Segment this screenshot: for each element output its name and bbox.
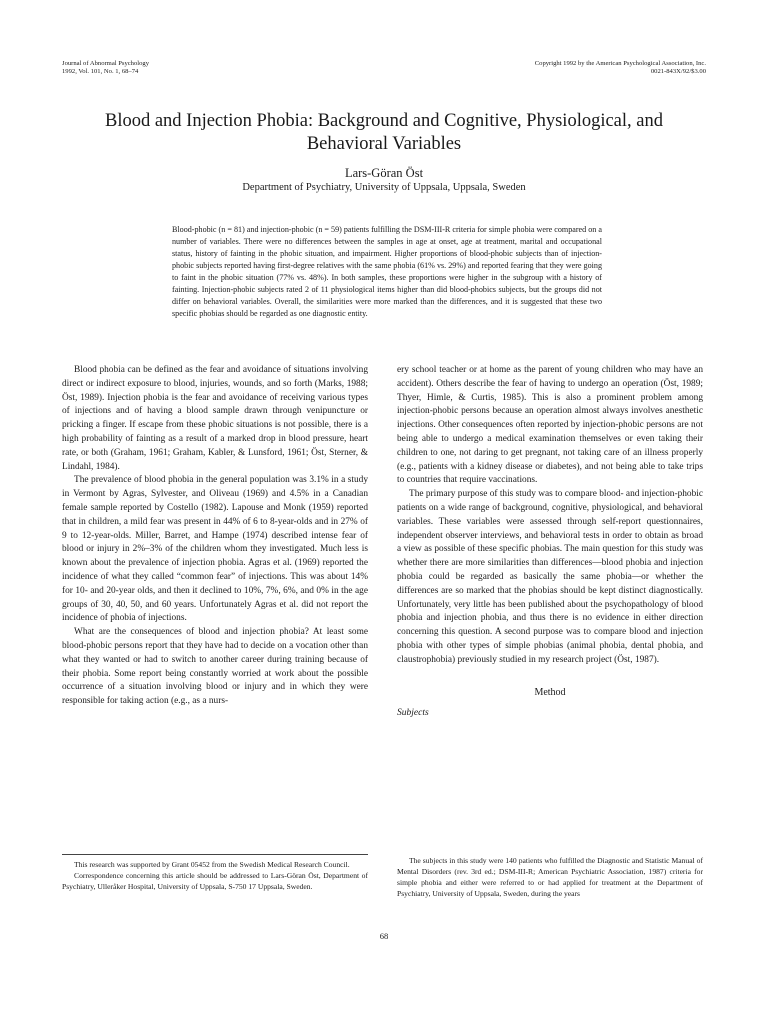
subjects-heading: Subjects xyxy=(397,708,429,719)
left-column xyxy=(62,364,368,709)
footnote-funding: This research was supported by Grant 05452 from the Swedish Medical Research Council. xyxy=(74,860,350,869)
method-heading: Method xyxy=(534,686,566,698)
journal-header xyxy=(62,60,149,75)
paper-title: Blood and Injection Phobia: Background and Cognitive, Physiological, and Behavioral Variables xyxy=(104,111,663,154)
copyright-line: Copyright 1992 by the American Psychological Association, Inc. xyxy=(534,60,706,67)
subjects-paragraph: The subjects in this study were 140 patients who fulfilled the Diagnostic and Statistic Manual of Mental Disorders (rev. 3rd ed.; DSM-III-R; American Psychiatric Association, 1987) criteria for simple phobia and either were referred to or had applied for treatment at the Department of Psychiatry, University of Uppsala, Sweden, during the years xyxy=(397,856,703,898)
footnote-correspondence: Correspondence concerning this article should be addressed to Lars-Göran Öst, Department of Psychiatry, Ulleråker Hospital, University of Uppsala, S-750 17 Uppsala, Sweden. xyxy=(62,871,368,891)
abstract: Blood-phobic (n = 81) and injection-phobic (n = 59) patients fulfilling the DSM-III-R criteria for simple phobia were compared on a number of variables. There were no differences between the samples in age at onset, age at treatment, marital and occupational status, history of fainting in the phobic situation, and impairment. Higher proportions of blood-phobic subjects than of injection-phobic subjects reported having first-degree relatives with the same phobia (61% vs. 29%) and reported fearing that they were going to faint in the phobic situation (77% vs. 48%). In both samples, these proportions were higher in the subgroup with a history of fainting. Injection-phobic subjects rated 2 of 11 physiological items higher than did blood-phobics subjects, but the groups did not differ on behavioral variables. Overall, the similarities were more marked than the differences, and it is suggested that these two specific phobias should be regarded as one diagnostic entity. xyxy=(172,225,602,318)
author-name: Lars-Göran Öst xyxy=(344,166,424,180)
author-affiliation: Department of Psychiatry, University of Uppsala, Uppsala, Sweden xyxy=(242,182,526,193)
paragraph: What are the consequences of blood and injection phobia? At least some blood-phobic persons report that they have had to decide on a vocation other than what they wanted or had to switch to another career during training because of their phobia. Some report being constantly worried at work about the possible occurrence of a situation involving blood or injury and in which they were responsible for taking action (e.g., as a nurs- xyxy=(62,627,368,707)
paragraph: ery school teacher or at home as the parent of young children who may have an accident). Others describe the fear of having to undergo an operation (Öst, 1989; Thyer, Himle, & Curtis, 1985). This is also a prominent problem among injection-phobic persons because an operation almost always involves anesthetic injections. Other consequences often reported by injection-phobic persons are not being able to undergo a medical examination themselves or even taking their children to one, not daring to get pregnant, not taking care of an illness properly (e.g., patients with a kidney disease or diabetes), and not being able to take trips to countries that require vaccinations. xyxy=(397,365,703,486)
page-number: 68 xyxy=(379,931,389,941)
journal-issue: 1992, Vol. 101, No. 1, 68–74 xyxy=(62,67,139,75)
right-column xyxy=(397,364,703,737)
paragraph: Blood phobia can be defined as the fear and avoidance of situations involving direct or indirect exposure to blood, injuries, wounds, and so forth (Marks, 1988; Öst, 1989). Injection phobia is the fear and avoidance of receiving various types of injections and of having a blood sample drawn through venipuncture or pricking a finger. If escape from these phobic situations is not possible, there is a high probability of fainting as a result of a marked drop in blood pressure, heart rate, or both (Graham, 1961; Graham, Kabler, & Lunsford, 1961; Öst, Sterner, & Lindahl, 1984). xyxy=(62,365,368,472)
paragraph: The primary purpose of this study was to compare blood- and injection-phobic patients on a wide range of background, cognitive, physiological, and behavioral variables. These variables were assessed through self-report questionnaires, independent observer interviews, and behavioral tests in order to obtain as broad a view as possible of these specific phobias. The main question for this study was whether there are more similarities than differences—blood phobia and injection phobia could be regarded as basically the same phobia—or whether the differences are so marked that the phobias should be kept distinct diagnostically. Unfortunately, very little has been published about the psychopathology of blood phobia and injection phobia, and thus there is no evidence in either direction concerning this question. A second purpose was to compare blood and injection phobia with other types of simple phobias (animal phobia, dental phobia, and claustrophobia) previously studied in my research project (Öst, 1987). xyxy=(397,489,703,665)
paragraph: The prevalence of blood phobia in the general population was 3.1% in a study in Vermont by Agras, Sylvester, and Oliveau (1969) and 4.5% in a Canadian female sample reported by Costello (1982). Lapouse and Monk (1959) reported that in children, a mild fear was present in 44% of 6 to 8-year-olds and in 27% of 9 to 12-year-olds. Miller, Barret, and Hampe (1974) described intense fear of blood or injury in 2%–3% of the children whom they investigated. Much less is known about the prevalence of injection phobia. Agras et al. (1969) reported the incidence of what they called “common fear” of injections. This was about 14% for 10- and 20-year olds, and then it declined to 10%, 7%, 6%, and 0% in the age groups of 30, 40, 50, and 60 years. Unfortunately Agras et al. did not report the incidence of phobia of injections. xyxy=(62,475,368,624)
journal-name: Journal of Abnormal Psychology xyxy=(62,60,149,67)
article-code: 0021-843X/92/$3.00 xyxy=(650,67,706,75)
footnotes xyxy=(62,854,368,892)
copyright-header xyxy=(535,60,706,75)
